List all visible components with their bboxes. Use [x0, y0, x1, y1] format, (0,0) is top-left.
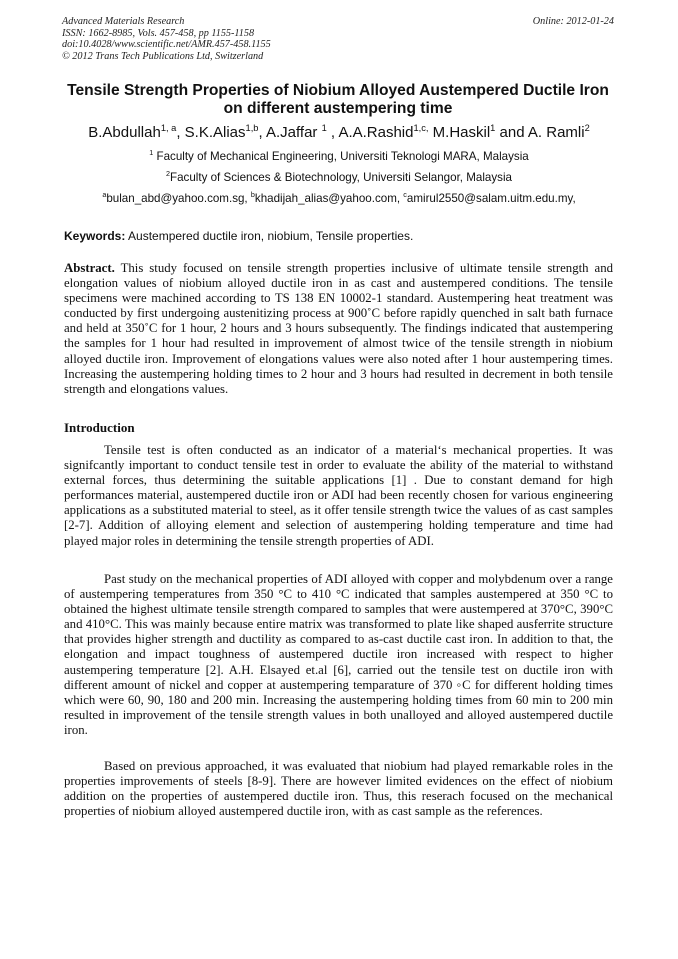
- author-affiliation-mark: 1, a: [160, 123, 177, 133]
- author-name: S.K.Alias: [184, 124, 246, 141]
- author-affiliation-mark: 1,c,: [413, 123, 429, 133]
- author-list: [40, 124, 638, 142]
- paper-title: Tensile Strength Properties of Niobium Alloyed Austempered Ductile Iron on different austempering time: [67, 82, 609, 117]
- journal-name: Advanced Materials Research: [62, 16, 185, 27]
- author-name: M.Haskil: [432, 124, 491, 141]
- introduction-heading: Introduction: [64, 420, 135, 435]
- author-name: A. Ramli: [527, 124, 585, 141]
- author-separator: ,: [326, 124, 339, 141]
- journal-meta: [62, 16, 271, 62]
- author-separator: ,: [258, 124, 266, 141]
- email-address: amirul2550@salam.uitm.edu.my,: [406, 192, 576, 205]
- abstract-label: Abstract.: [64, 261, 115, 275]
- affiliation-mark: 1: [149, 148, 154, 158]
- email-list: [40, 192, 638, 205]
- author-affiliation-mark: 1: [321, 123, 327, 133]
- keywords-text: Austempered ductile iron, niobium, Tensile properties.: [125, 229, 414, 243]
- author-name: B.Abdullah: [88, 124, 161, 141]
- affiliation-text: Faculty of Mechanical Engineering, Universiti Teknologi MARA, Malaysia: [153, 150, 529, 163]
- email-mark: b: [250, 190, 255, 200]
- copyright-line: © 2012 Trans Tech Publications Ltd, Switzerland: [62, 50, 264, 62]
- author-affiliation-mark: 1,b: [245, 123, 259, 133]
- email-mark: a: [102, 190, 107, 200]
- keywords: [64, 229, 616, 243]
- intro-paragraph: Tensile test is often conducted as an indicator of a material‘s mechanical properties. It was signifcantly important to conduct tensile test in order to evaluate the ability of the material to withstand external forces, thus determining the suitable applications [1] . Due to constant demand for high performances material, austempered ductile iron or ADI had been recently chosen for various engineering applications as a substituted material to steel, as it offer tensile strength twice the values of as cast samples [2-7]. Addition of alloying element and selection of austempering holding temperature and time had played major roles in determining the tensile strength properties of ADI.: [64, 443, 613, 548]
- intro-paragraph: Based on previous approached, it was evaluated that niobium had played remarkable roles in the properties improvements of steels [8-9]. There are however limited evidences on the effect of niobium addition on the properties of austempered ductile iron. Thus, this reserach focused on the mechanical properties of niobium alloyed austempered ductile iron, with as cast sample as the references.: [64, 759, 613, 819]
- affiliation-2: [40, 171, 638, 184]
- author-affiliation-mark: 2: [584, 123, 590, 133]
- abstract-text: This study focused on tensile strength properties inclusive of ultimate tensile strength and elongation values of niobium alloyed ductile iron in as cast and austempered conditions. The tensile specimens were machined according to TS 138 EN 10002-1 standard. Austempering heat treatment was conducted by first undergoing austenitizing process at 900˚C before rapidly quenched in salt bath furnace and held at 350˚C for 1 hour, 2 hours and 3 hours subsequently. The findings indicated that austempering the samples for 1 hour had resulted in improvement of almost twice of the tensile strength in niobium alloyed ductile iron. Improvement of elongations values were also noted after 1 hour austempering times. Increasing the austempering holding times to 2 hour and 3 hours had resulted in decrement in both tensile strength and elongations values.: [64, 261, 613, 396]
- affiliation-mark: 2: [166, 169, 171, 179]
- online-date: Online: 2012-01-24: [532, 16, 614, 27]
- affiliation-1: [40, 150, 638, 163]
- author-name: A.A.Rashid: [338, 124, 414, 141]
- email-mark: c: [403, 190, 407, 200]
- doi-line: doi:10.4028/www.scientific.net/AMR.457-458.1155: [62, 39, 271, 51]
- email-address: khadijah_alias@yahoo.com,: [254, 192, 404, 205]
- email-address: bulan_abd@yahoo.com.sg,: [106, 192, 251, 205]
- affiliation-text: Faculty of Sciences & Biotechnology, Universiti Selangor, Malaysia: [170, 171, 512, 184]
- author-separator: and: [495, 124, 528, 141]
- author-affiliation-mark: 1: [490, 123, 496, 133]
- abstract: [64, 261, 613, 397]
- issn-line: ISSN: 1662-8985, Vols. 457-458, pp 1155-1158: [62, 27, 255, 39]
- author-name: A.Jaffar: [265, 124, 322, 141]
- author-separator: ,: [176, 124, 185, 141]
- keywords-label: Keywords:: [64, 229, 126, 243]
- intro-paragraph: Past study on the mechanical properties of ADI alloyed with copper and molybdenum over a range of austempering temperatures from 350 °C to 410 °C indicated that samples austempered at 350 °C to obtained the highest ultimate tensile strength compared to samples that were austempered at 370°C, 390°C and 410°C. This was mainly because entire matrix was transformed to plate like shaped ausferrite structure that provides higher strength and ductility as compared to as-cast ductile cast iron. In addition to that, the elongation and impact toughness of austempered ductile iron increased with respect to higher austempering temperature [2]. A.H. Elsayed et.al [6], carried out the tensile test on ductile iron with different amount of nickel and copper at austempering temparature of 370 ◦C for different holding times which were 60, 90, 180 and 200 min. Increasing the austempering holding times from 60 min to 200 min resulted in improvement of the tensile strength values in both unalloyed and alloyed austempered ductile iron.: [64, 572, 613, 737]
